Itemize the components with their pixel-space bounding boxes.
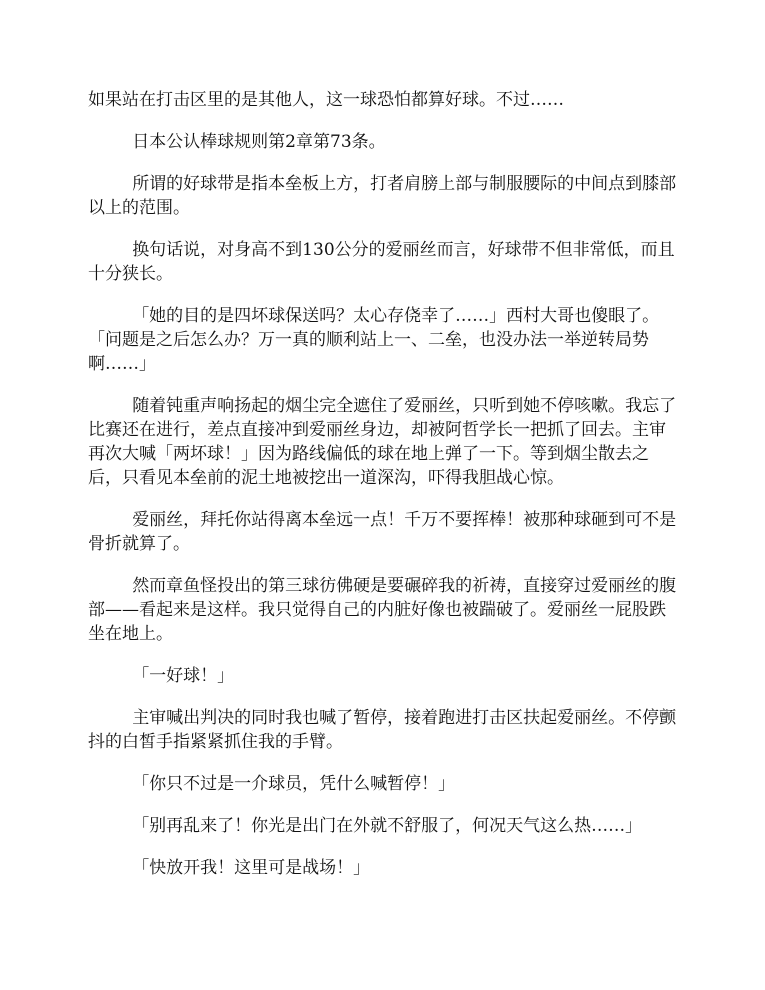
- paragraph-5: 「她的目的是四坏球保送吗？太心存侥幸了……」西村大哥也傻眼了。「问题是之后怎么办？万一真的顺利站上一、二垒，也没办法一举逆转局势啊……」: [88, 306, 660, 374]
- paragraph-8: 然而章鱼怪投出的第三球彷佛硬是要碾碎我的祈祷，直接穿过爱丽丝的腹部——看起来是这样。我只觉得自己的内脏好像也被踹破了。爱丽丝一屁股跌坐在地上。: [88, 576, 677, 644]
- paragraph-6: 随着钝重声响扬起的烟尘完全遮住了爱丽丝，只听到她不停咳嗽。我忘了比赛还在进行，差点直接冲到爱丽丝身边，却被阿哲学长一把抓了回去。主审再次大喊「两坏球！」因为路线偏低的球在地上弹了一下。等到烟尘散去之后，只看见本垒前的泥土地被挖出一道深沟，吓得我胆战心惊。: [88, 396, 677, 488]
- paragraph-11: 「你只不过是一介球员，凭什么喊暂停！」: [132, 774, 456, 794]
- paragraph-4: 换句话说，对身高不到130公分的爱丽丝而言，好球带不但非常低，而且十分狭长。: [88, 240, 675, 284]
- paragraph-12: 「别再乱来了！你光是出门在外就不舒服了，何况天气这么热……」: [132, 816, 643, 836]
- document-page: [88, 88, 678, 898]
- paragraph-1: 如果站在打击区里的是其他人，这一球恐怕都算好球。不过……: [88, 90, 564, 110]
- paragraph-10: 主审喊出判决的同时我也喊了暂停，接着跑进打击区扶起爱丽丝。不停颤抖的白皙手指紧紧抓住我的手臂。: [88, 708, 677, 752]
- paragraph-7: 爱丽丝，拜托你站得离本垒远一点！千万不要挥棒！被那种球砸到可不是骨折就算了。: [88, 510, 677, 554]
- paragraph-3: 所谓的好球带是指本垒板上方，打者肩膀上部与制服腰际的中间点到膝部以上的范围。: [88, 174, 677, 218]
- paragraph-2: 日本公认棒球规则第2章第73条。: [132, 132, 386, 152]
- paragraph-9: 「一好球！」: [132, 666, 235, 686]
- paragraph-13: 「快放开我！这里可是战场！」: [132, 858, 371, 878]
